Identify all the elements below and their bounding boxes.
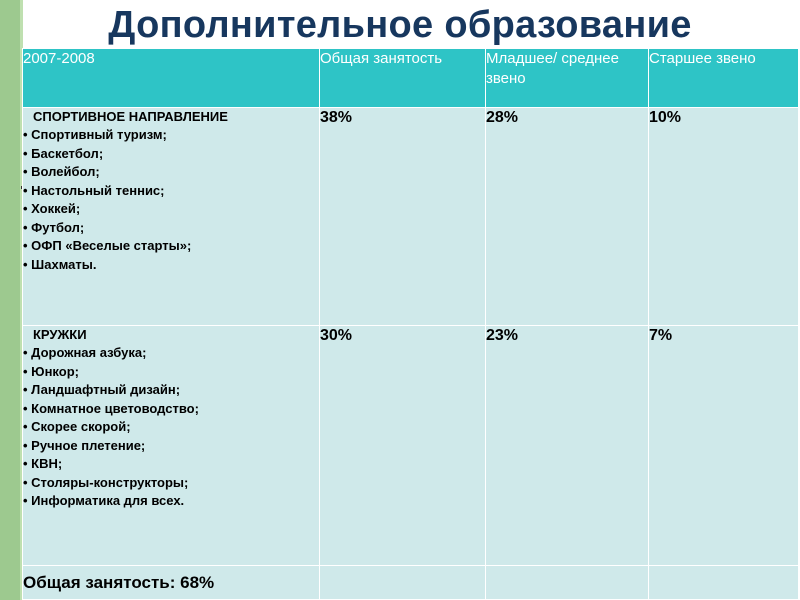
- summary-empty-cell: [320, 566, 486, 600]
- table-header-row: [23, 49, 799, 108]
- table-row-clubs: [23, 326, 799, 566]
- list-item: • Баскетбол;: [23, 145, 319, 164]
- category-title: СПОРТИВНОЕ НАПРАВЛЕНИЕ: [33, 109, 228, 124]
- activity-table: [22, 48, 799, 600]
- list-item: • Ландшафтный дизайн;: [23, 381, 319, 400]
- list-item: • Ручное плетение;: [23, 437, 319, 456]
- category-title: КРУЖКИ: [33, 327, 87, 342]
- cell-total-sports: 38%: [320, 108, 486, 326]
- header-total-employment: Общая занятость: [320, 49, 486, 108]
- list-item: • Хоккей;: [23, 200, 319, 219]
- cell-senior-sports: 10%: [649, 108, 799, 326]
- header-junior-middle: Младшее/ среднее звено: [486, 49, 649, 108]
- header-year: 2007-2008: [23, 49, 320, 108]
- decorative-side-bar: [0, 0, 20, 600]
- activity-list: [23, 126, 319, 274]
- cell-junior-middle-sports: 28%: [486, 108, 649, 326]
- list-item: • Комнатное цветоводство;: [23, 400, 319, 419]
- list-item: • КВН;: [23, 455, 319, 474]
- summary-empty-cell: [649, 566, 799, 600]
- list-item: • Информатика для всех.: [23, 492, 319, 511]
- list-item: • Волейбол;: [23, 163, 319, 182]
- list-item: • Столяры-конструкторы;: [23, 474, 319, 493]
- list-item: • Скорее скорой;: [23, 418, 319, 437]
- list-item: • Юнкор;: [23, 363, 319, 382]
- cell-junior-middle-clubs: 23%: [486, 326, 649, 566]
- category-cell-sports: [23, 108, 320, 326]
- cell-senior-clubs: 7%: [649, 326, 799, 566]
- list-item: • ОФП «Веселые старты»;: [23, 237, 319, 256]
- list-item: • Дорожная азбука;: [23, 344, 319, 363]
- activity-list: [23, 344, 319, 511]
- summary-empty-cell: [486, 566, 649, 600]
- list-item: • Футбол;: [23, 219, 319, 238]
- category-cell-clubs: [23, 326, 320, 566]
- list-item: • Настольный теннис;: [23, 182, 319, 201]
- list-item: • Шахматы.: [23, 256, 319, 275]
- list-item: • Спортивный туризм;: [23, 126, 319, 145]
- page-title: Дополнительное образование: [108, 4, 692, 46]
- table-row-sports: [23, 108, 799, 326]
- summary-total: Общая занятость: 68%: [23, 566, 320, 600]
- cell-total-clubs: 30%: [320, 326, 486, 566]
- header-senior: Старшее звено: [649, 49, 799, 108]
- table-row-summary: [23, 566, 799, 600]
